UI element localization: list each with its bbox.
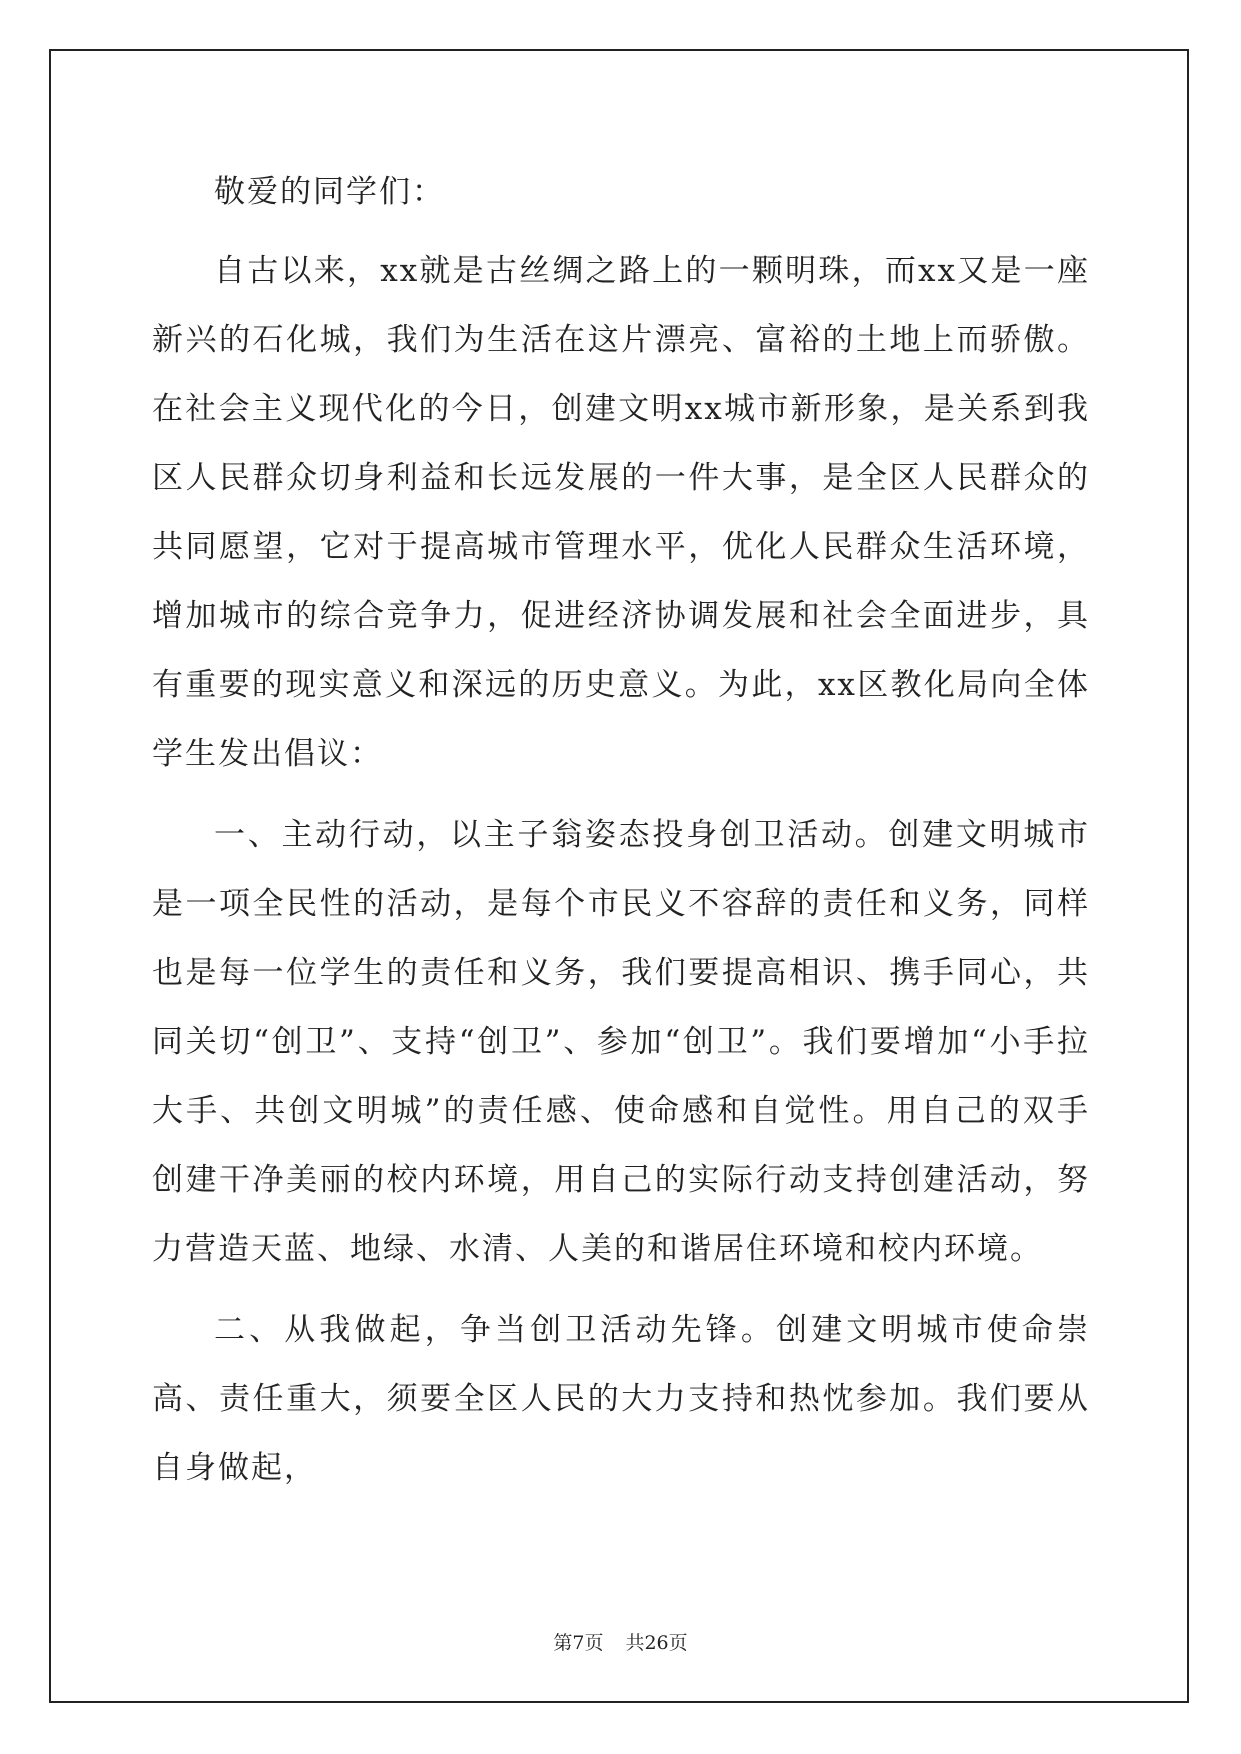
page-footer xyxy=(0,1628,1241,1655)
paragraph-point-two: 二、从我做起，争当创卫活动先锋。创建文明城市使命崇高、责任重大，须要全区人民的大力支持和热忱参加。我们要从自身做起， xyxy=(152,1312,1090,1486)
document-body xyxy=(152,158,1090,1503)
paragraph-point-one: 一、主动行动，以主子翁姿态投身创卫活动。创建文明城市是一项全民性的活动，是每个市民义不容辞的责任和义务，同样也是每一位学生的责任和义务，我们要提高相识、携手同心，共同关切“创卫”、支持“创卫”、参加“创卫”。我们要增加“小手拉大手、共创文明城”的责任感、使命感和自觉性。用自己的双手创建干净美丽的校内环境，用自己的实际行动支持创建活动，努力营造天蓝、地绿、水清、人美的和谐居住环境和校内环境。 xyxy=(152,817,1090,1267)
page-total: 共26页 xyxy=(625,1632,688,1654)
salutation: 敬爱的同学们： xyxy=(214,174,445,210)
paragraph-intro: 自古以来，xx就是古丝绸之路上的一颗明珠，而xx又是一座新兴的石化城，我们为生活在这片漂亮、富裕的土地上而骄傲。在社会主义现代化的今日，创建文明xx城市新形象，是关系到我区人民群众切身利益和长远发展的一件大事，是全区人民群众的共同愿望，它对于提高城市管理水平，优化人民群众生活环境，增加城市的综合竞争力，促进经济协调发展和社会全面进步，具有重要的现实意义和深远的历史意义。为此，xx区教化局向全体学生发出倡议： xyxy=(152,253,1090,772)
page-number: 第7页 xyxy=(553,1632,604,1654)
